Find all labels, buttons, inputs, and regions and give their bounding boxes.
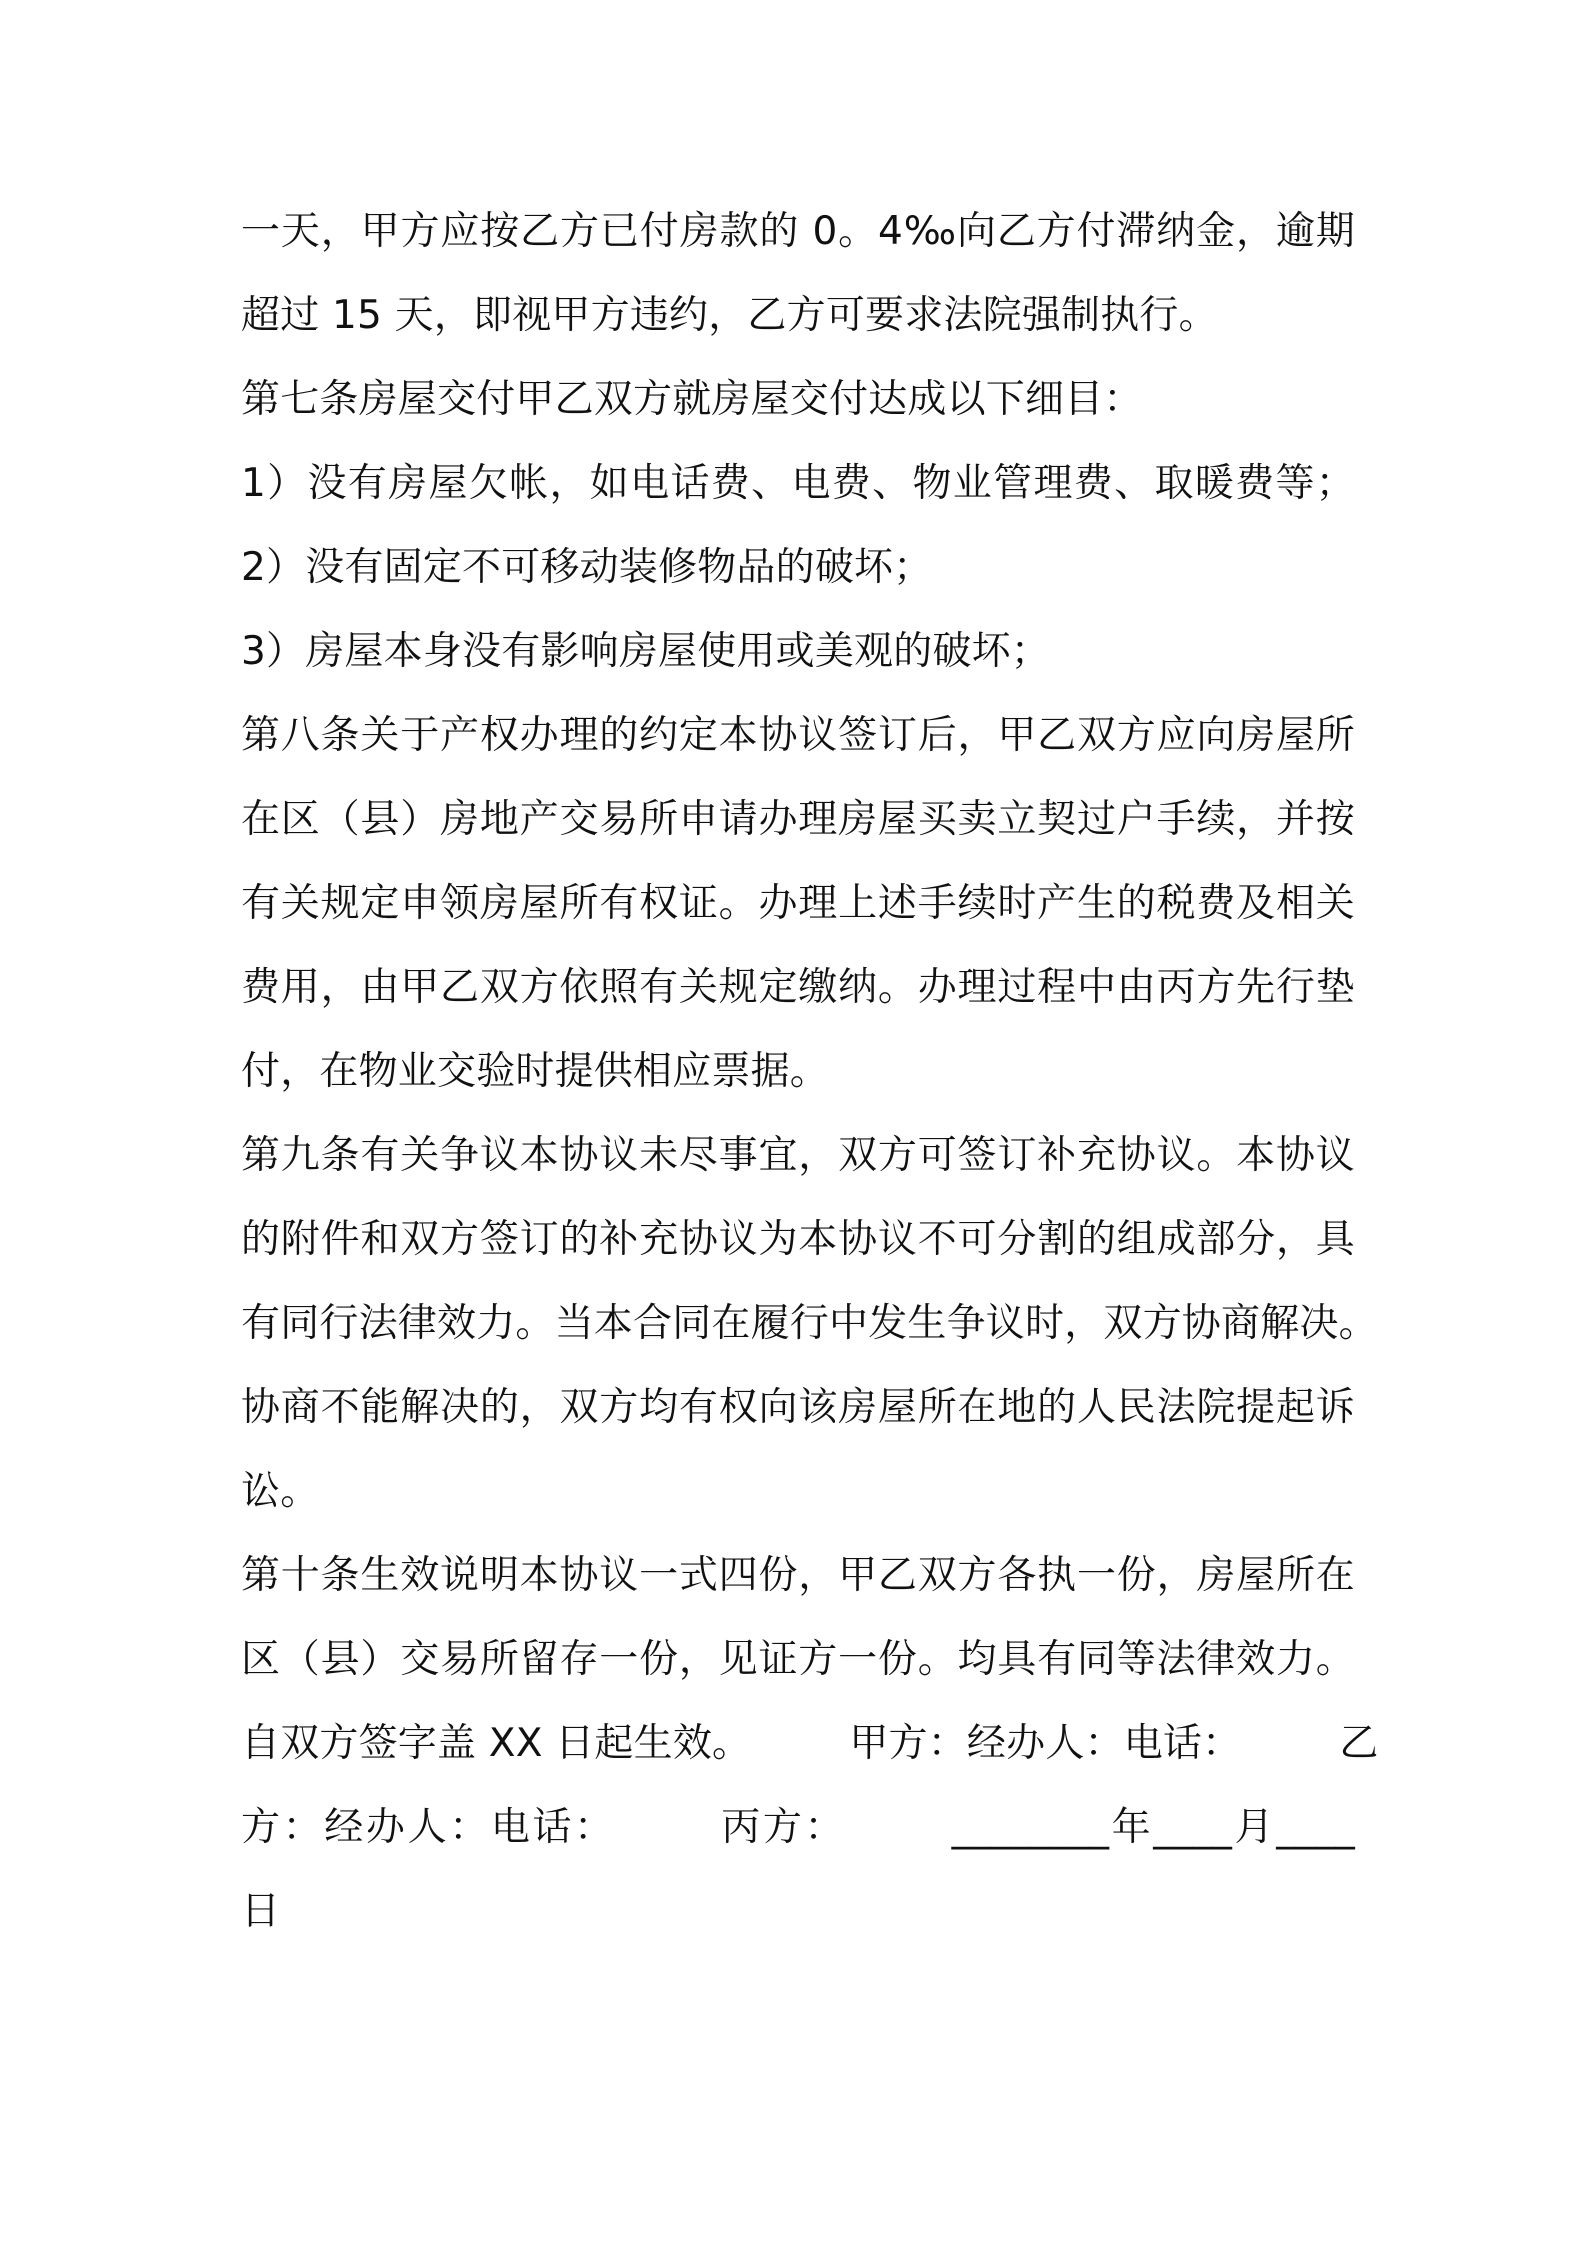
text-line: 方：经办人：电话： 丙方： ________年____月____: [241, 1805, 1355, 1850]
text-line: 3）房屋本身没有影响房屋使用或美观的破坏；: [241, 629, 1051, 674]
text-line: 协商不能解决的，双方均有权向该房屋所在地的人民法院提起诉: [241, 1385, 1355, 1430]
text-line: 在区（县）房地产交易所申请办理房屋买卖立契过户手续，并按: [241, 797, 1355, 842]
text-line: 第七条房屋交付甲乙双方就房屋交付达成以下细目：: [241, 377, 1143, 422]
text-line: 超过 15 天，即视甲方违约，乙方可要求法院强制执行。: [241, 293, 1218, 338]
text-line: 日: [241, 1889, 281, 1934]
text-line: 讼。: [241, 1469, 320, 1514]
text-line: 1）没有房屋欠帐，如电话费、电费、物业管理费、取暖费等；: [241, 461, 1355, 506]
text-line: 有关规定申领房屋所有权证。办理上述手续时产生的税费及相关: [241, 881, 1355, 926]
text-line: 2）没有固定不可移动装修物品的破坏；: [241, 545, 933, 590]
text-line: 付，在物业交验时提供相应票据。: [241, 1049, 830, 1094]
text-line: 自双方签字盖 XX 日起生效。 甲方：经办人：电话： 乙: [241, 1721, 1379, 1766]
text-line: 第九条有关争议本协议未尽事宜，双方可签订补充协议。本协议: [241, 1133, 1355, 1178]
text-line: 第十条生效说明本协议一式四份，甲乙双方各执一份，房屋所在: [241, 1553, 1355, 1598]
text-line: 第八条关于产权办理的约定本协议签订后，甲乙双方应向房屋所: [241, 713, 1355, 758]
text-line: 费用，由甲乙双方依照有关规定缴纳。办理过程中由丙方先行垫: [241, 965, 1355, 1010]
text-line: 一天，甲方应按乙方已付房款的 0。4‰向乙方付滞纳金，逾期: [241, 209, 1355, 254]
text-line: 有同行法律效力。当本合同在履行中发生争议时，双方协商解决。: [241, 1301, 1378, 1346]
text-line: 区（县）交易所留存一份，见证方一份。均具有同等法律效力。: [241, 1637, 1355, 1682]
text-line: 的附件和双方签订的补充协议为本协议不可分割的组成部分，具: [241, 1217, 1355, 1262]
